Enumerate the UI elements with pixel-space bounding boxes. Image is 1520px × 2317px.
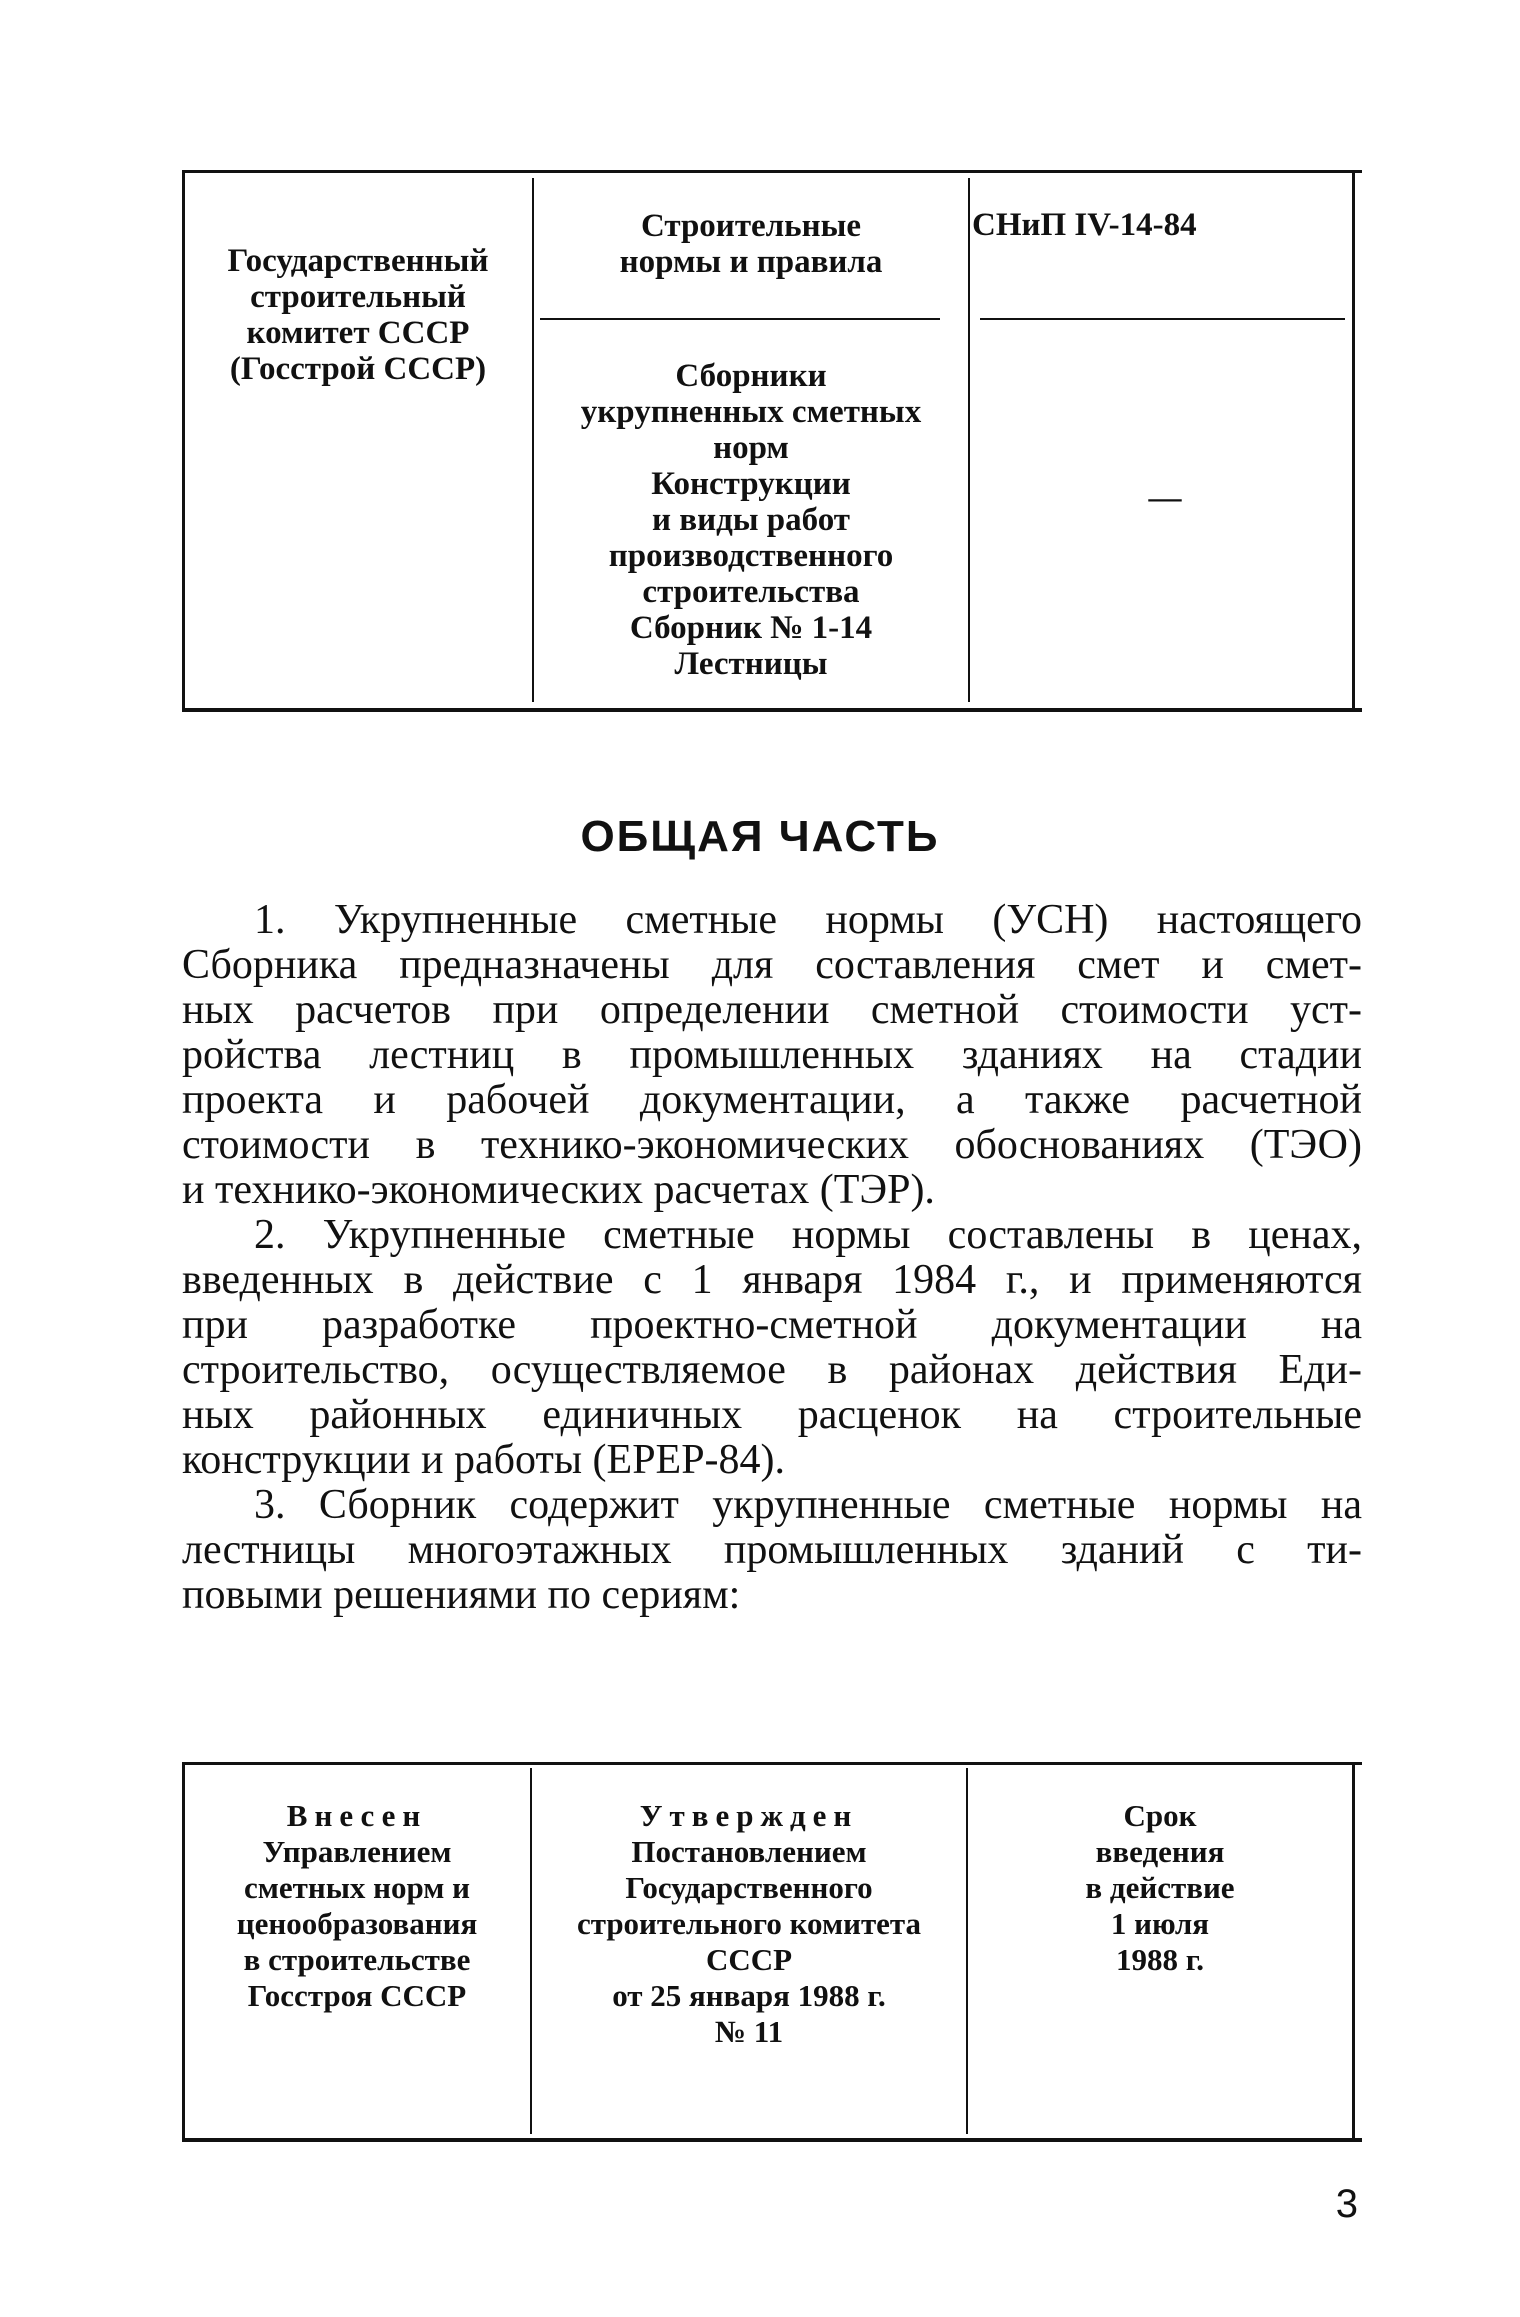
section-title: ОБЩАЯ ЧАСТЬ [580, 812, 940, 861]
paragraph-line: Сборника предназначены для составления смет и смет- [182, 942, 1362, 988]
approved-line: Постановлением [631, 1834, 867, 1869]
agency-cell [186, 243, 530, 387]
paragraph-line: повыми решениями по сериям: [182, 1572, 741, 1618]
introduced-cell [186, 1798, 528, 2014]
header-table-left-border [182, 170, 185, 712]
collection-title-line: строительства [642, 574, 860, 610]
paragraph-line: при разработке проектно-сметной документации на [182, 1302, 1362, 1348]
footer-table-right-border [1352, 1762, 1355, 2142]
paragraph-line: и технико-экономических расчетах (ТЭР). [182, 1167, 935, 1213]
approved-line: Государственного [625, 1870, 873, 1905]
footer-table-left-border [182, 1762, 185, 2142]
introduced-line: сметных норм и [243, 1870, 471, 1905]
paragraph-line: ных расчетов при определении сметной стоимости уст- [182, 987, 1362, 1033]
footer-table-divider-1 [530, 1768, 532, 2134]
effective-cell [970, 1798, 1350, 1978]
page-number: 3 [1335, 2182, 1358, 2226]
collection-title-line: укрупненных сметных [580, 394, 922, 430]
collection-title-line: производственного [608, 538, 894, 574]
approved-line: строительного комитета [576, 1906, 922, 1941]
approved-line: СССР [705, 1942, 793, 1977]
paragraph-3 [182, 1483, 1362, 1618]
doc-code: СНиП IV-14-84 [972, 207, 1197, 243]
paragraph-1 [182, 898, 1362, 1213]
introduced-line: Госстроя СССР [247, 1978, 467, 2013]
footer-table-top-rule [182, 1762, 1362, 1765]
effective-line: Срок [1123, 1798, 1197, 1833]
collection-title-line: и виды работ [652, 502, 850, 538]
effective-line: 1 июля [1110, 1906, 1210, 1941]
header-table-divider-2 [968, 178, 970, 702]
approved-heading: Утвержден [639, 1798, 859, 1833]
paragraph-line: лестницы многоэтажных промышленных зданий с ти- [182, 1527, 1362, 1573]
introduced-line: Управлением [262, 1834, 452, 1869]
header-table-right-border [1352, 170, 1355, 712]
paragraph-line: ных районных единичных расценок на строительные [182, 1392, 1362, 1438]
agency-line: комитет СССР [246, 315, 470, 351]
paragraph-line: строительство, осуществляемое в районах действия Еди- [182, 1347, 1362, 1393]
paragraph-line: конструкции и работы (ЕРЕР-84). [182, 1437, 786, 1483]
collection-title-line: норм [713, 430, 789, 466]
collection-title-line: Сборники [675, 358, 827, 394]
agency-line: Государственный [227, 243, 489, 279]
introduced-heading: Внесен [286, 1798, 428, 1833]
approved-line: № 11 [714, 2014, 784, 2049]
introduced-line: в строительстве [243, 1942, 471, 1977]
paragraph-line: 3. Сборник содержит укрупненные сметные нормы на [254, 1482, 1362, 1528]
introduced-line: ценообразования [236, 1906, 478, 1941]
collection-title-line: Сборник № 1-14 [629, 610, 873, 646]
agency-line: строительный [250, 279, 466, 315]
doc-code-cell [972, 207, 1232, 243]
footer-table-bottom-rule [182, 2138, 1362, 2142]
approved-cell [534, 1798, 964, 2050]
replaces-dash: — [1148, 480, 1182, 516]
replaces-cell [1100, 480, 1230, 516]
paragraph-line: проекта и рабочей документации, а также расчетной [182, 1077, 1362, 1123]
header-table-bottom-rule [182, 708, 1362, 712]
collection-title-line: Лестницы [674, 646, 828, 682]
approved-line: от 25 января 1988 г. [612, 1978, 886, 2013]
effective-line: 1988 г. [1115, 1942, 1205, 1977]
paragraph-line: введенных в действие с 1 января 1984 г., и применяются [182, 1257, 1362, 1303]
header-table-mid-rule-center [540, 318, 940, 320]
paragraph-line: 1. Укрупненные сметные нормы (УСН) настоящего [254, 897, 1362, 943]
collection-title-line: Конструкции [651, 466, 851, 502]
header-table-mid-rule-right [980, 318, 1345, 320]
doc-type-line: Строительные [640, 208, 862, 244]
effective-line: введения [1095, 1834, 1225, 1869]
body-text [182, 898, 1362, 1618]
doc-type-cell [536, 208, 966, 280]
effective-line: в действие [1085, 1870, 1235, 1905]
doc-type-line: нормы и правила [619, 244, 883, 280]
paragraph-line: 2. Укрупненные сметные нормы составлены в ценах, [254, 1212, 1362, 1258]
footer-table-divider-2 [966, 1768, 968, 2134]
header-table-divider-1 [532, 178, 534, 702]
paragraph-line: стоимости в технико-экономических обоснованиях (ТЭО) [182, 1122, 1362, 1168]
header-table-top-rule [182, 170, 1362, 173]
paragraph-2 [182, 1213, 1362, 1483]
collection-title-cell [536, 358, 966, 682]
agency-line: (Госстрой СССР) [229, 351, 487, 387]
paragraph-line: ройства лестниц в промышленных зданиях на стадии [182, 1032, 1362, 1078]
